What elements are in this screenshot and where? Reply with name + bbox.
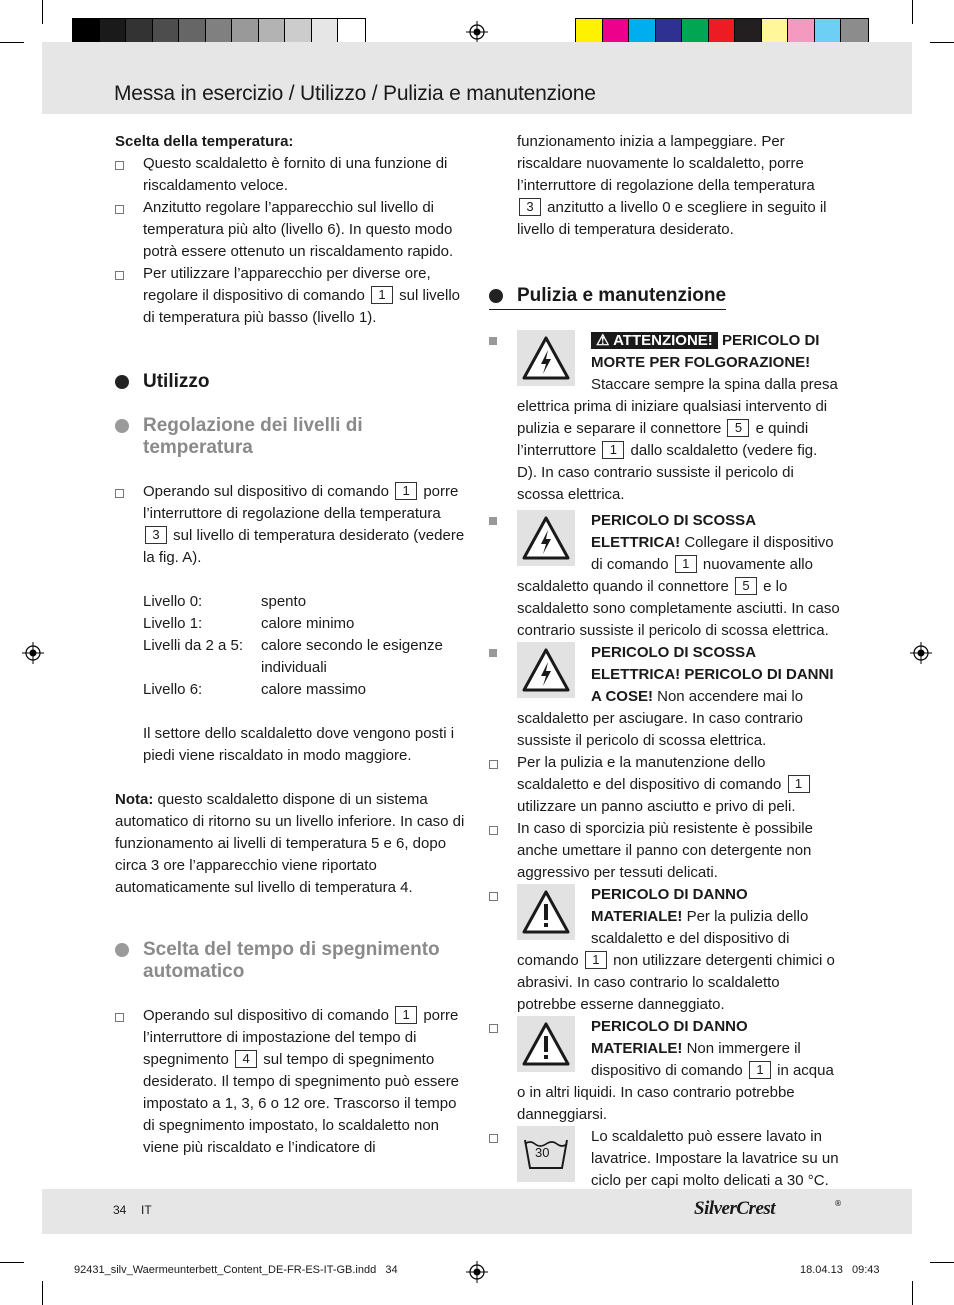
right-column [489,131,841,1192]
level-key: Livello 6: [143,681,203,698]
section-heading: Regolazione dei livelli di temperatura [115,415,403,459]
level-key: Livelli da 2 a 5: [143,637,244,654]
checkbox-bullet-icon [489,892,498,901]
registration-mark-icon [466,21,488,43]
part-reference: 1 [749,1061,771,1079]
note-paragraph: Nota: questo scaldaletto dispone di un sistema automatico di ritorno su un livello inferiore. In caso di funzionamento ai livelli di temperatura 5 e 6, dopo circa 3 ore l’apparecchio viene riportato automaticamente sul livello di temperatura 4. [115,791,465,896]
slug-date: 18.04.13 09:43 [800,1264,880,1276]
crop-mark [0,1262,24,1263]
page-header [42,42,912,114]
level-key: Livello 0: [143,593,203,610]
paragraph: funzionamento inizia a lampeggiare. Per riscaldare nuovamente lo scaldaletto, porre l’interruttore di regolazione della temperatura 3 anzitutto a livello 0 e scegliere in seguito il livello di temperatura desiderato. [517,133,827,238]
warning-item: PERICOLO DI SCOSSA ELETTRICA! Collegare il dispositivo di comando 1 nuovamente allo scaldaletto quando il connettore 5 e lo scaldaletto sono completamente asciutti. In caso contrario sussiste il pericolo di scossa elettrica. [489,510,841,642]
crop-mark [912,1281,913,1305]
list-item: 30 Lo scaldaletto può essere lavato in lavatrice. Impostare la lavatrice su un ciclo per capi molto delicati a 30 °C. [489,1126,841,1192]
level-value: calore massimo [261,681,367,698]
part-reference: 1 [788,775,810,793]
checkbox-bullet-icon [489,1134,498,1143]
brand-logo: SilverCrest [694,1198,776,1219]
part-reference: 3 [519,198,541,216]
crop-mark [930,42,954,43]
level-value: spento [261,593,307,610]
caution-warning-icon [517,1016,575,1072]
brand-registered-mark: ® [834,1199,842,1208]
electric-shock-warning-icon [517,330,575,386]
crop-mark [930,1262,954,1263]
square-bullet-icon [489,337,497,345]
list-item: Per utilizzare l’apparecchio per diverse ore, regolare il dispositivo di comando 1 sul livello di temperatura più basso (livello 1). [115,263,467,329]
list-item: In caso di sporcizia più resistente è possibile anche umettare il panno con detergente non aggressivo per tessuti delicati. [489,818,841,884]
crop-mark [42,1281,43,1305]
left-column [115,131,467,1159]
list-item: Per la pulizia e la manutenzione dello scaldaletto e del dispositivo di comando 1 utilizzare un panno asciutto e privo di peli. [489,752,841,818]
square-bullet-icon [489,517,497,525]
crop-mark [0,42,24,43]
checkbox-bullet-icon [489,826,498,835]
level-value: calore minimo [261,615,355,632]
part-reference: 4 [235,1050,257,1068]
warning-item: PERICOLO DI DANNO MATERIALE! Per la pulizia dello scaldaletto e del dispositivo di comando 1 non utilizzare detergenti chimici o abrasivi. In caso contrario lo scaldaletto potrebbe esserne danneggiato. [489,884,841,1016]
warning-item: PERICOLO DI SCOSSA ELETTRICA! PERICOLO DI DANNI A COSE! Non accendere mai lo scaldaletto per asciugare. In caso contrario sussiste il pericolo di scossa elettrica. [489,642,841,752]
wash-30-symbol-icon: 30 [517,1126,575,1182]
crop-mark [912,0,913,24]
part-reference: 3 [145,526,167,544]
part-reference: 1 [602,441,624,459]
registration-mark-icon [466,1261,488,1283]
paragraph: Il settore dello scaldaletto dove vengono posti i piedi viene riscaldato in modo maggiore. [143,725,455,764]
checkbox-bullet-icon [115,271,124,280]
list-item: Questo scaldaletto è fornito di una funzione di riscaldamento veloce. [115,153,467,197]
slug-filename: 92431_silv_Waermeunterbett_Content_DE-FR-ES-IT-GB.indd 34 [74,1264,398,1276]
bullet-dot-icon [115,943,129,957]
section-heading: Pulizia e manutenzione [489,285,726,310]
registration-mark-icon [910,642,932,664]
section-subtitle: Scelta della temperatura: [115,133,294,150]
level-key: Livello 1: [143,615,203,632]
list-item: Operando sul dispositivo di comando 1 porre l’interruttore di impostazione del tempo di spegnimento 4 sul tempo di spegnimento desiderato. Il tempo di spegnimento può essere impostato a 1, 3, 6 o 12 ore. Trascorso il tempo di spegnimento impostato, lo scaldaletto non viene più riscaldato e l’indicatore di [115,1005,467,1159]
part-reference: 1 [675,555,697,573]
part-reference: 1 [395,1006,417,1024]
square-bullet-icon [489,649,497,657]
bullet-dot-icon [115,419,129,433]
bullet-dot-icon [115,375,129,389]
section-heading: Utilizzo [115,371,467,393]
checkbox-bullet-icon [115,1013,124,1022]
language-code: IT [141,1203,152,1217]
page-number: 34 [113,1203,127,1217]
registration-mark-icon [22,642,44,664]
list-item: Operando sul dispositivo di comando 1 porre l’interruttore di regolazione della temperatura 3 sul livello di temperatura desiderato (vedere la fig. A). [115,481,467,569]
part-reference: 5 [735,577,757,595]
part-reference: 1 [585,951,607,969]
warning-item: ⚠ ATTENZIONE! PERICOLO DI MORTE PER FOLGORAZIONE! Staccare sempre la spina dalla presa elettrica prima di iniziare qualsiasi intervento di pulizia e separare il connettore 5 e quindi l’interruttore 1 dallo scaldaletto (vedere fig. D). In caso contrario sussiste il pericolo di scossa elettrica. [489,330,841,506]
part-reference: 5 [727,419,749,437]
page-title: Messa in esercizio / Utilizzo / Pulizia e manutenzione [114,82,596,105]
levels-table [115,591,467,701]
electric-shock-warning-icon [517,510,575,566]
checkbox-bullet-icon [115,161,124,170]
bullet-dot-icon [489,289,503,303]
checkbox-bullet-icon [115,205,124,214]
crop-mark [42,0,43,24]
attention-badge: ⚠ ATTENZIONE! [591,332,718,349]
section-heading: Scelta del tempo di spegnimento automatico [115,939,443,983]
caution-warning-icon [517,884,575,940]
electric-shock-warning-icon [517,642,575,698]
page-footer [42,1189,912,1234]
checkbox-bullet-icon [115,489,124,498]
part-reference: 1 [395,482,417,500]
list-item: Anzitutto regolare l’apparecchio sul livello di temperatura più alto (livello 6). In questo modo potrà essere ottenuto un riscaldamento rapido. [115,197,467,263]
checkbox-bullet-icon [489,760,498,769]
level-value: calore secondo le esigenze individuali [261,637,443,676]
checkbox-bullet-icon [489,1024,498,1033]
warning-item: PERICOLO DI DANNO MATERIALE! Non immergere il dispositivo di comando 1 in acqua o in altri liquidi. In caso contrario potrebbe danneggiarsi. [489,1016,841,1126]
part-reference: 1 [371,286,393,304]
